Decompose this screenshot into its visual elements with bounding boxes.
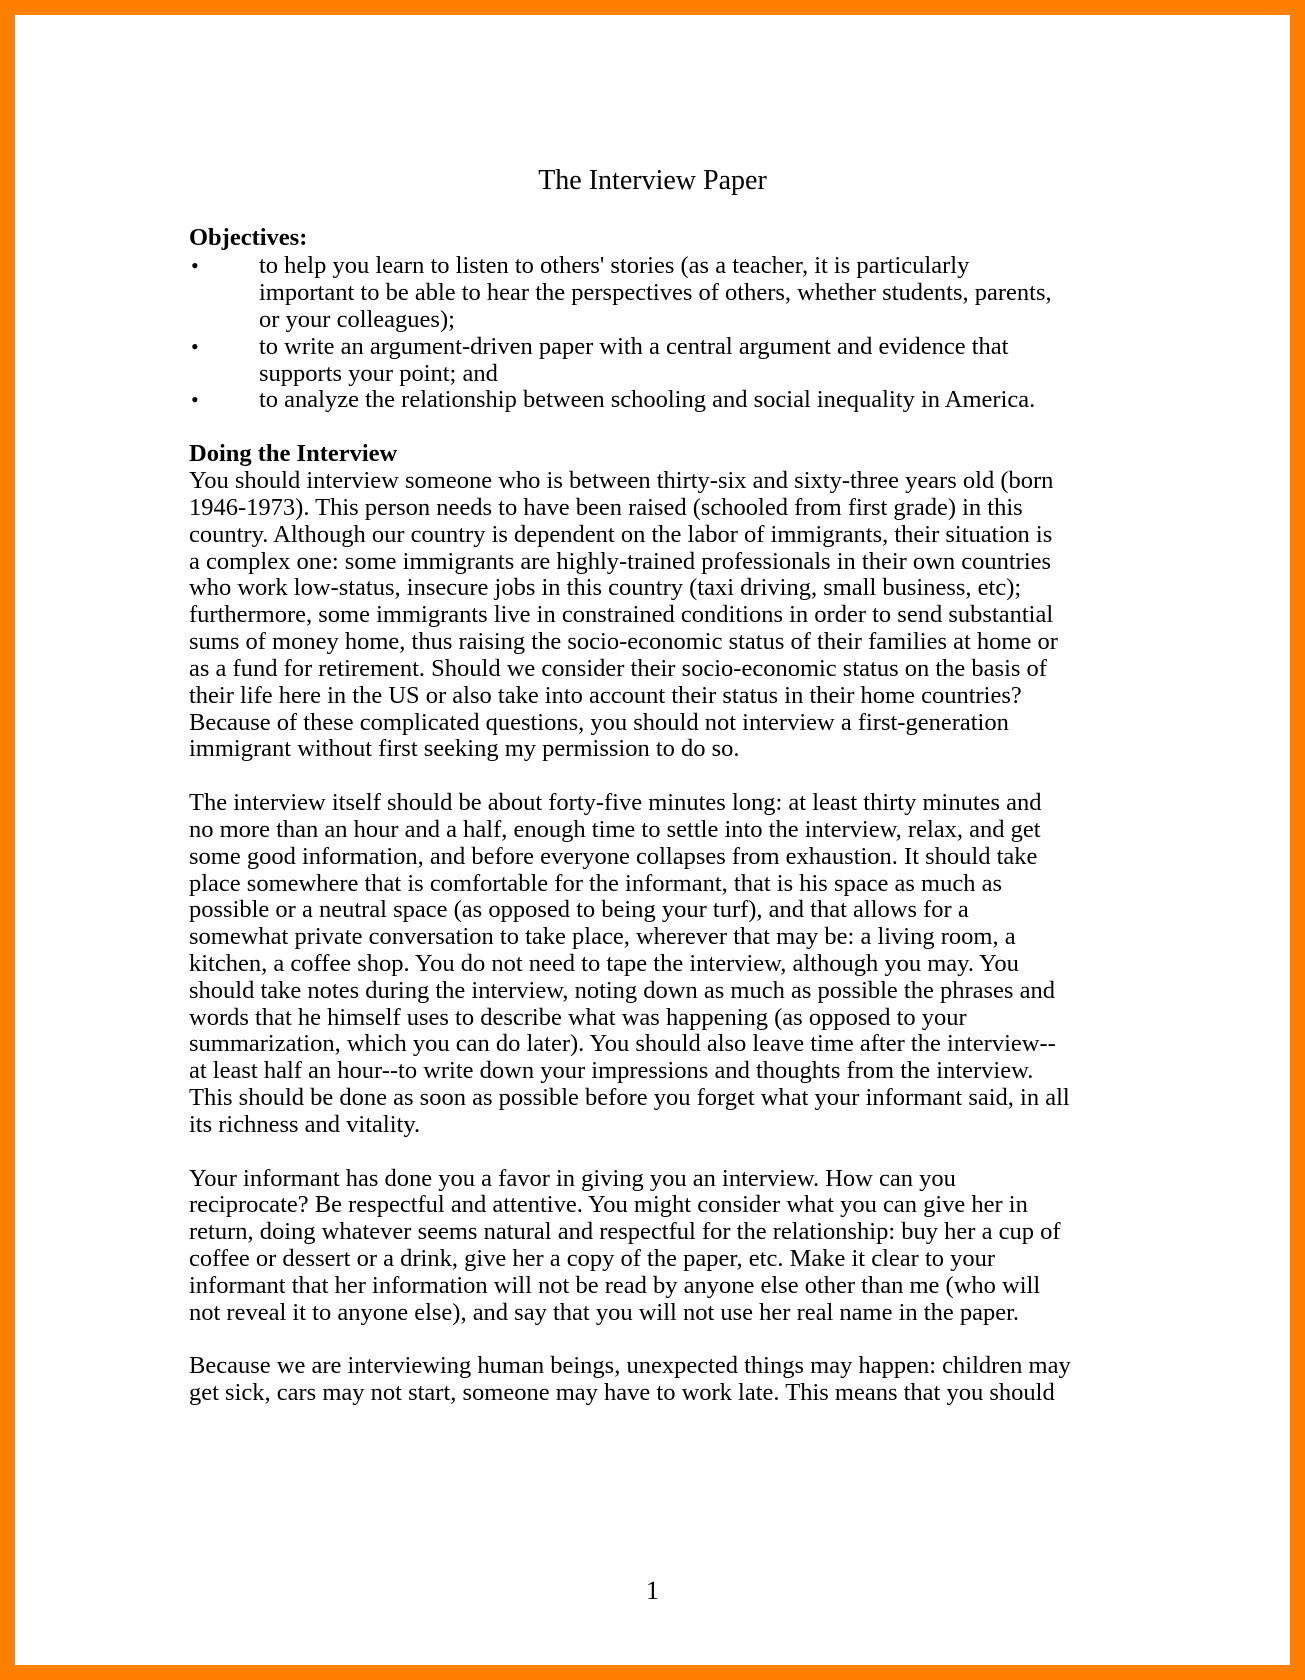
paragraph-line: 1946-1973). This person needs to have been raised (schooled from first grade) in this <box>189 494 1023 521</box>
paragraph-line: furthermore, some immigrants live in constrained conditions in order to send substantial <box>189 601 1054 628</box>
paragraph-line: The interview itself should be about forty-five minutes long: at least thirty minutes and <box>189 789 1042 816</box>
paragraph-line: Because we are interviewing human beings, unexpected things may happen: children may <box>189 1352 1071 1379</box>
page-number: 1 <box>646 1576 659 1605</box>
paragraph-line: summarization, which you can do later). You should also leave time after the interview-- <box>189 1030 1056 1057</box>
paragraph-line: Your informant has done you a favor in giving you an interview. How can you <box>189 1165 956 1192</box>
objective-line: to help you learn to listen to others' stories (as a teacher, it is particularly <box>259 252 970 279</box>
paragraph-line: no more than an hour and a half, enough time to settle into the interview, relax, and get <box>189 816 1041 843</box>
paragraph-line: informant that her information will not be read by anyone else other than me (who will <box>189 1272 1041 1299</box>
paragraph-line: its richness and vitality. <box>189 1111 421 1138</box>
objective-line: or your colleagues); <box>259 306 455 333</box>
doing-the-interview-heading: Doing the Interview <box>189 440 398 467</box>
paragraph-line: at least half an hour--to write down your impressions and thoughts from the interview. <box>189 1057 1034 1084</box>
bullet-icon: • <box>191 334 199 359</box>
paragraph-line: place somewhere that is comfortable for the informant, that is his space as much as <box>189 870 1002 897</box>
objective-line: to analyze the relationship between schooling and social inequality in America. <box>259 386 1036 413</box>
paragraph-line: not reveal it to anyone else), and say that you will not use her real name in the paper. <box>189 1299 1020 1326</box>
paragraph-line: get sick, cars may not start, someone may have to work late. This means that you should <box>189 1379 1055 1406</box>
bullet-icon: • <box>191 253 199 278</box>
objective-line: to write an argument-driven paper with a central argument and evidence that <box>259 333 1009 360</box>
paragraph-line: reciprocate? Be respectful and attentive. You might consider what you can give her in <box>189 1191 1028 1218</box>
paragraph-line: Because of these complicated questions, you should not interview a first-generation <box>189 709 1009 736</box>
paragraph-line: should take notes during the interview, noting down as much as possible the phrases and <box>189 977 1055 1004</box>
paragraph-line: immigrant without first seeking my permission to do so. <box>189 735 740 762</box>
paragraph-line: as a fund for retirement. Should we consider their socio-economic status on the basis of <box>189 655 1047 682</box>
objective-line: important to be able to hear the perspectives of others, whether students, parents, <box>259 279 1052 306</box>
paragraph-line: a complex one: some immigrants are highly-trained professionals in their own countries <box>189 548 1052 575</box>
paragraph-line: possible or a neutral space (as opposed to being your turf), and that allows for a <box>189 896 969 923</box>
document-page <box>15 15 1290 1665</box>
paragraph-line: some good information, and before everyone collapses from exhaustion. It should take <box>189 843 1038 870</box>
paragraph-line: coffee or dessert or a drink, give her a copy of the paper, etc. Make it clear to your <box>189 1245 996 1272</box>
paragraph-line: words that he himself uses to describe what was happening (as opposed to your <box>189 1004 967 1031</box>
paragraph-line: return, doing whatever seems natural and respectful for the relationship: buy her a cup of <box>189 1218 1061 1245</box>
paragraph-line: sums of money home, thus raising the socio-economic status of their families at home or <box>189 628 1058 655</box>
document-body <box>15 15 1290 1665</box>
bullet-icon: • <box>191 387 199 412</box>
paragraph-line: kitchen, a coffee shop. You do not need to tape the interview, although you may. You <box>189 950 1019 977</box>
paragraph-line: country. Although our country is dependent on the labor of immigrants, their situation is <box>189 521 1053 548</box>
paragraph-line: This should be done as soon as possible before you forget what your informant said, in all <box>189 1084 1070 1111</box>
paragraph-line: somewhat private conversation to take place, wherever that may be: a living room, a <box>189 923 1016 950</box>
paragraph-line: You should interview someone who is between thirty-six and sixty-three years old (born <box>189 467 1054 494</box>
paragraph-line: who work low-status, insecure jobs in this country (taxi driving, small business, etc); <box>189 574 1022 601</box>
paragraph-line: their life here in the US or also take into account their status in their home countries? <box>189 682 1022 709</box>
objective-line: supports your point; and <box>259 360 498 387</box>
objectives-heading: Objectives: <box>189 224 308 251</box>
document-title: The Interview Paper <box>538 165 767 196</box>
